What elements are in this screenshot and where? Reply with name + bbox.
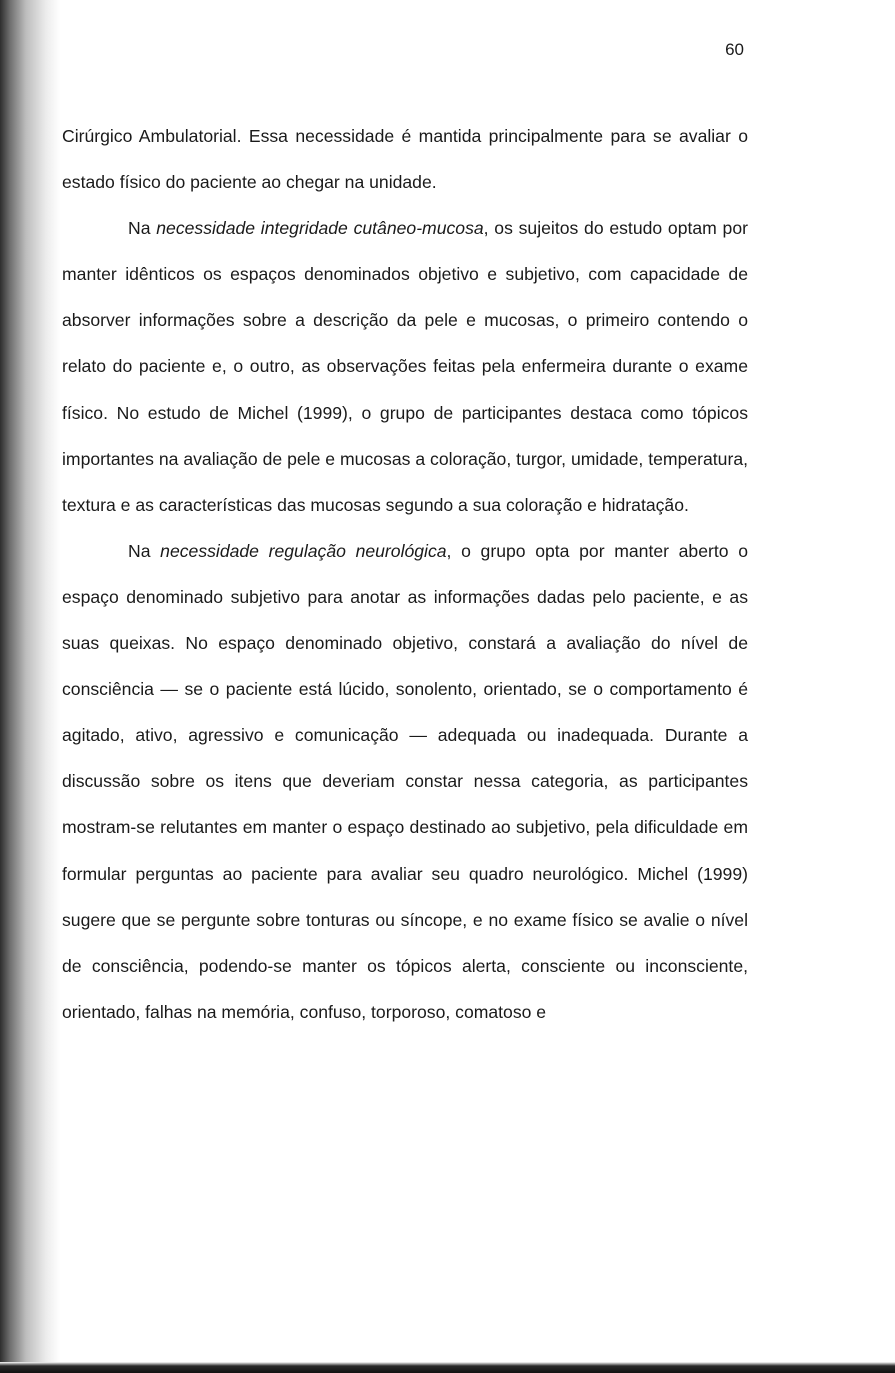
page-number: 60: [725, 40, 744, 59]
paragraph-3-lead: Na: [128, 540, 161, 561]
paragraph-2-term: necessidade integridade cutâneo-mucosa: [156, 218, 484, 239]
scan-shadow-left: [0, 0, 60, 1373]
paragraph-3-term: necessidade regulação neurológica: [160, 540, 447, 561]
paragraph-3-text: , o grupo opta por manter aberto o espaço denominado subjetivo para anotar as informações dadas pelo paciente, e as suas queixas. No espaço denominado objetivo, constará a avaliação do nível de consciência — se o paciente está lúcido, sonolento, orientado, se o comportamento é agitado, ativo, agressivo e comunicação — adequada ou inadequada. Durante a discussão sobre os itens que deveriam constar nessa categoria, as participantes mostram-se relutantes em manter o espaço destinado ao subjetivo, pela dificuldade em formular perguntas ao paciente para avaliar seu quadro neurológico. Michel (1999) sugere que se pergunte sobre tonturas ou síncope, e no exame físico se avalie o nível de consciência, podendo-se manter os tópicos alerta, consciente ou inconsciente, orientado, falhas na memória, confuso, torporoso, comatoso e: [62, 540, 748, 1022]
paragraph-2: [62, 205, 748, 528]
paragraph-3: [62, 528, 748, 1035]
paragraph-2-lead: Na: [128, 218, 157, 239]
scan-shadow-bottom: [0, 1362, 895, 1373]
paragraph-1-text: Cirúrgico Ambulatorial. Essa necessidade é mantida principalmente para se avaliar o estado físico do paciente ao chegar na unidade.: [62, 126, 748, 193]
paragraph-2-text: , os sujeitos do estudo optam por manter idênticos os espaços denominados objetivo e subjetivo, com capacidade de absorver informações sobre a descrição da pele e mucosas, o primeiro contendo o relato do paciente e, o outro, as observações feitas pela enfermeira durante o exame físico. No estudo de Michel (1999), o grupo de participantes destaca como tópicos importantes na avaliação de pele e mucosas a coloração, turgor, umidade, temperatura, textura e as características das mucosas segundo a sua coloração e hidratação.: [62, 218, 748, 515]
body-text: [62, 113, 748, 1035]
paragraph-1: [62, 113, 748, 205]
